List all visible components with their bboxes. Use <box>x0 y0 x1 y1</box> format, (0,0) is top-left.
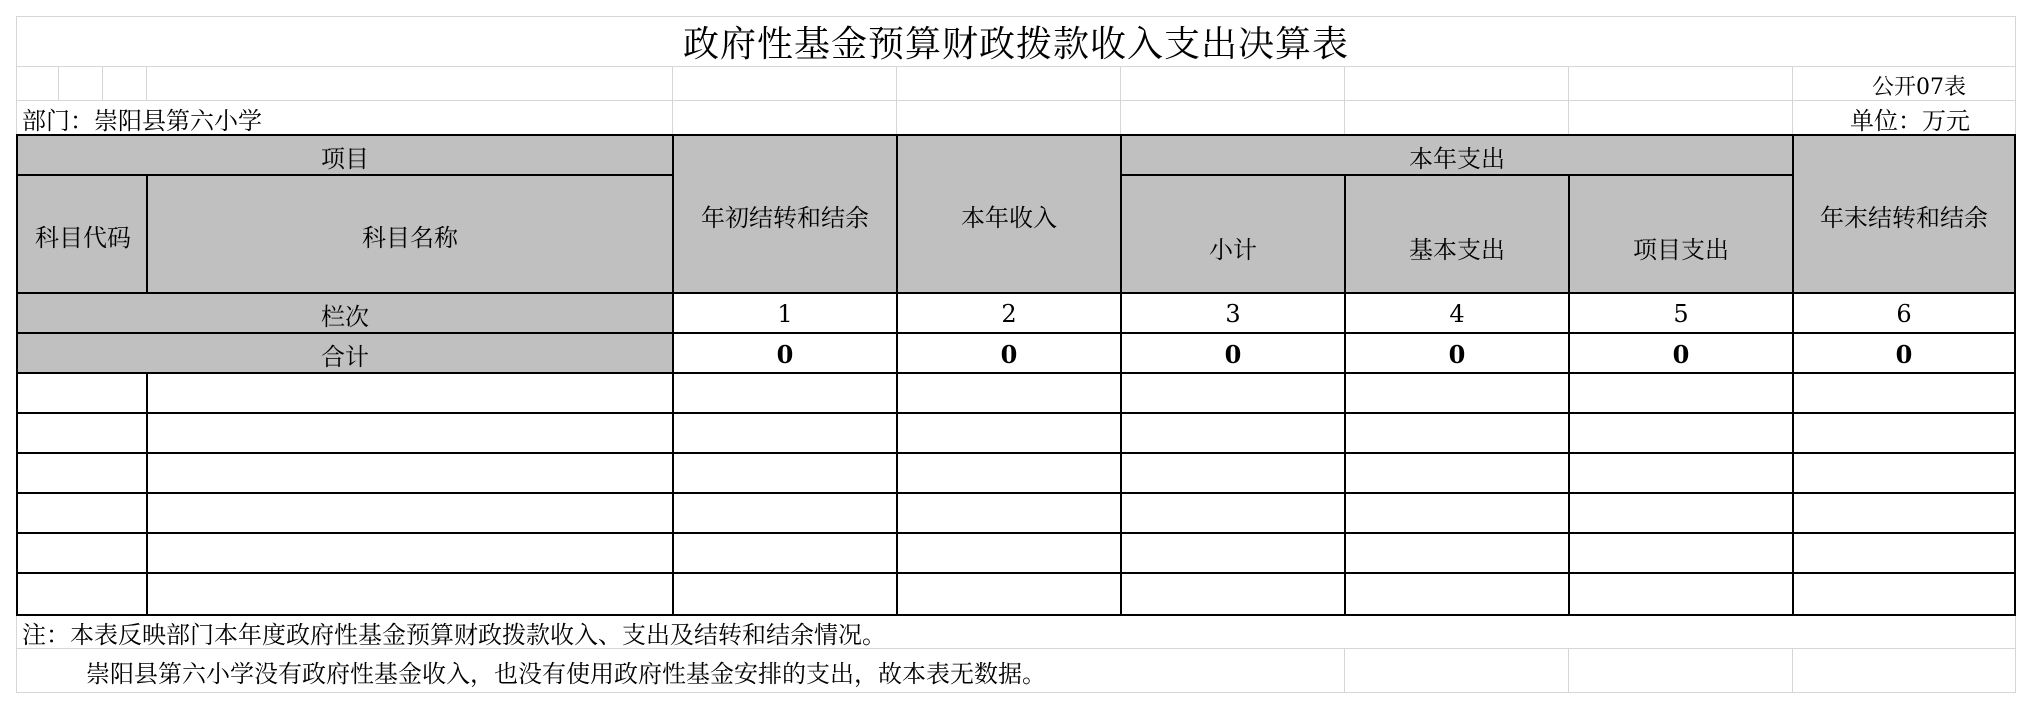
table-cell <box>1568 412 1794 454</box>
table-cell <box>16 492 148 534</box>
table-cell <box>896 532 1122 574</box>
table-cell <box>1568 572 1794 616</box>
total-row-label: 合计 <box>16 332 672 374</box>
header-project-expenditure: 项目支出 <box>1568 174 1792 294</box>
department-label: 部门：崇阳县第六小学 <box>22 106 262 135</box>
table-cell <box>16 412 148 454</box>
table-cell <box>1568 492 1794 534</box>
header-project: 项目 <box>16 134 672 176</box>
header-income: 本年收入 <box>896 134 1120 294</box>
table-cell <box>1792 532 2016 574</box>
gridline <box>896 66 897 134</box>
gridline <box>102 66 103 100</box>
total-value: 0 <box>672 332 896 374</box>
unit-label: 单位：万元 <box>1850 106 1970 135</box>
gridline <box>58 66 59 100</box>
gridline <box>1344 648 1345 692</box>
table-cell <box>1568 532 1794 574</box>
header-opening-balance: 年初结转和结余 <box>672 134 896 294</box>
table-cell <box>1792 372 2016 414</box>
gridline <box>1568 648 1569 692</box>
header-basic-expenditure: 基本支出 <box>1344 174 1568 294</box>
header-subject-name: 科目名称 <box>146 174 672 294</box>
table-cell <box>1120 372 1346 414</box>
header-closing-balance: 年末结转和结余 <box>1792 134 2016 294</box>
column-number: 6 <box>1792 292 2016 334</box>
column-number: 3 <box>1120 292 1344 334</box>
table-cell <box>1120 532 1346 574</box>
note-line-1: 注：本表反映部门本年度政府性基金预算财政拨款收入、支出及结转和结余情况。 <box>22 620 886 649</box>
table-cell <box>146 372 674 414</box>
total-value: 0 <box>896 332 1120 374</box>
total-value: 0 <box>1344 332 1568 374</box>
table-cell <box>1792 412 2016 454</box>
table-cell <box>1344 372 1570 414</box>
note-line-2: 崇阳县第六小学没有政府性基金收入，也没有使用政府性基金安排的支出，故本表无数据。 <box>86 659 1046 688</box>
table-cell <box>146 452 674 494</box>
table-cell <box>1344 532 1570 574</box>
column-number: 5 <box>1568 292 1792 334</box>
table-cell <box>896 452 1122 494</box>
total-value: 0 <box>1792 332 2016 374</box>
spreadsheet <box>16 16 2016 692</box>
gridline <box>1792 648 1793 692</box>
table-cell <box>146 532 674 574</box>
table-cell <box>146 412 674 454</box>
table-cell <box>16 572 148 616</box>
table-cell <box>896 492 1122 534</box>
table-cell <box>1344 492 1570 534</box>
table-cell <box>1344 572 1570 616</box>
table-cell <box>16 372 148 414</box>
table-cell <box>146 492 674 534</box>
table-cell <box>1344 412 1570 454</box>
table-cell <box>1792 492 2016 534</box>
table-cell <box>16 532 148 574</box>
gridline <box>16 692 2016 693</box>
page-title: 政府性基金预算财政拨款收入支出决算表 <box>682 23 1349 65</box>
table-cell <box>672 452 898 494</box>
table-cell <box>146 572 674 616</box>
header-subtotal: 小计 <box>1120 174 1344 294</box>
table-cell <box>896 372 1122 414</box>
table-cell <box>1792 452 2016 494</box>
gridline <box>146 66 147 100</box>
table-cell <box>1792 572 2016 616</box>
column-number: 1 <box>672 292 896 334</box>
gridline <box>16 100 2016 101</box>
gridline <box>1120 66 1121 134</box>
column-number: 2 <box>896 292 1120 334</box>
table-cell <box>672 372 898 414</box>
table-cell <box>672 572 898 616</box>
table-cell <box>672 492 898 534</box>
header-expenditure: 本年支出 <box>1120 134 1792 176</box>
form-code: 公开07表 <box>1872 74 1966 100</box>
table-cell <box>672 412 898 454</box>
header-subject-code: 科目代码 <box>16 174 148 294</box>
table-cell <box>16 452 148 494</box>
gridline <box>672 66 673 134</box>
table-cell <box>672 532 898 574</box>
table-cell <box>1120 452 1346 494</box>
total-value: 0 <box>1568 332 1792 374</box>
table-cell <box>1568 372 1794 414</box>
gridline <box>1568 66 1569 134</box>
table-cell <box>1120 412 1346 454</box>
table-cell <box>1120 492 1346 534</box>
table-cell <box>1344 452 1570 494</box>
column-number: 4 <box>1344 292 1568 334</box>
total-value: 0 <box>1120 332 1344 374</box>
gridline <box>1344 66 1345 134</box>
table-cell <box>1120 572 1346 616</box>
table-cell <box>1568 452 1794 494</box>
column-number-label: 栏次 <box>16 292 672 334</box>
table-cell <box>896 572 1122 616</box>
table-cell <box>896 412 1122 454</box>
